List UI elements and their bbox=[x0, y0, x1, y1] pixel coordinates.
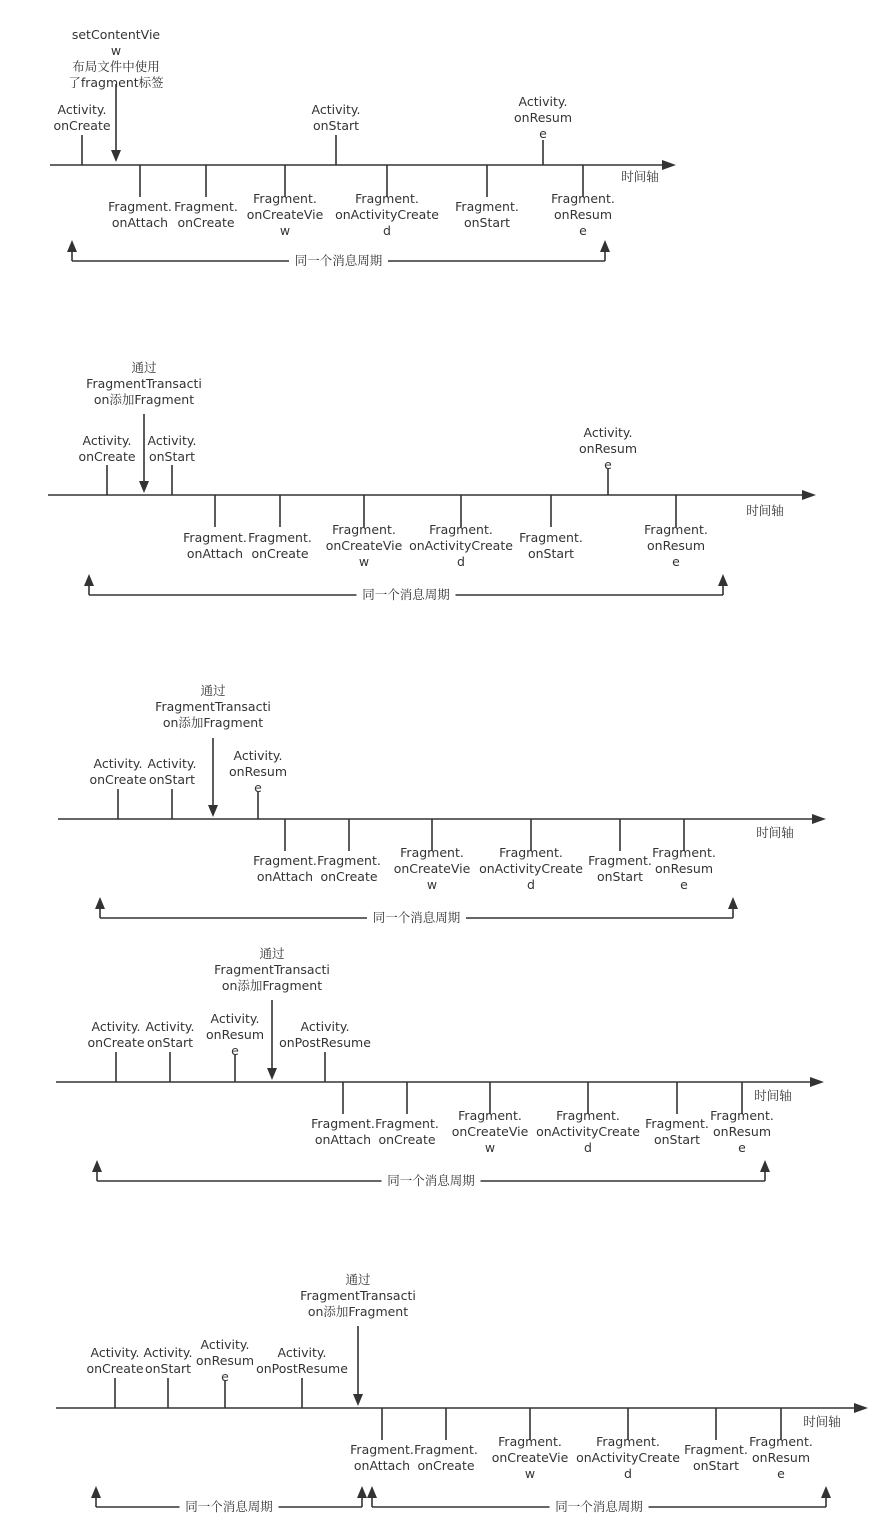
bracket-left-arrowhead bbox=[95, 897, 105, 909]
fragment-event-label-line: e bbox=[579, 223, 587, 238]
fragment-event-label bbox=[350, 1442, 414, 1473]
message-cycle-label: 同一个消息周期 bbox=[555, 1499, 643, 1514]
fragment-event-label bbox=[551, 191, 615, 238]
activity-event-label-line: Activity. bbox=[200, 1337, 250, 1352]
fragment-event-label-line: onCreateVie bbox=[393, 861, 471, 876]
time-axis-arrowhead bbox=[662, 160, 676, 170]
trigger-label bbox=[68, 27, 164, 90]
fragment-event-label-line: onCreate bbox=[320, 869, 378, 884]
trigger-label-line: FragmentTransacti bbox=[155, 699, 271, 714]
fragment-event-label bbox=[645, 1116, 709, 1147]
time-axis-label: 时间轴 bbox=[754, 1088, 792, 1103]
fragment-event-label-line: onActivityCreate bbox=[335, 207, 439, 222]
activity-event-label bbox=[146, 1019, 195, 1050]
activity-event-label-line: Activity. bbox=[82, 433, 132, 448]
activity-event-label-line: onCreate bbox=[87, 1035, 145, 1050]
activity-event-label-line: onPostResume bbox=[256, 1361, 348, 1376]
fragment-event-label-line: Fragment. bbox=[652, 845, 716, 860]
fragment-event-label-line: onStart bbox=[463, 215, 511, 230]
activity-event-label-line: onResum bbox=[579, 441, 637, 456]
activity-event-label-line: onStart bbox=[144, 1361, 192, 1376]
fragment-event-label-line: Fragment. bbox=[588, 853, 652, 868]
trigger-label-line: on添加Fragment bbox=[162, 715, 264, 730]
activity-event-label bbox=[256, 1345, 348, 1376]
fragment-event-label-line: d bbox=[457, 554, 465, 569]
bracket-right-arrowhead bbox=[357, 1486, 367, 1498]
activity-event-label-line: Activity. bbox=[300, 1019, 350, 1034]
fragment-event-label-line: Fragment. bbox=[644, 522, 708, 537]
fragment-event-label-line: e bbox=[738, 1140, 746, 1155]
fragment-event-label-line: Fragment. bbox=[400, 845, 464, 860]
activity-event-label-line: Activity. bbox=[145, 1019, 195, 1034]
fragment-event-label bbox=[183, 530, 247, 561]
fragment-event-label bbox=[479, 845, 583, 892]
fragment-event-label-line: Fragment. bbox=[455, 199, 519, 214]
fragment-event-label-line: onActivityCreate bbox=[479, 861, 583, 876]
fragment-event-label-line: e bbox=[777, 1466, 785, 1481]
trigger-label bbox=[214, 946, 330, 993]
fragment-event-label bbox=[536, 1108, 640, 1155]
trigger-label-line: 布局文件中使用 bbox=[72, 59, 160, 74]
fragment-event-label-line: Fragment. bbox=[253, 191, 317, 206]
fragment-event-label-line: w bbox=[426, 877, 438, 892]
activity-event-label bbox=[144, 1345, 193, 1376]
fragment-event-label bbox=[409, 522, 513, 569]
fragment-event-label-line: onCreate bbox=[378, 1132, 436, 1147]
fragment-event-label-line: Fragment. bbox=[519, 530, 583, 545]
timeline-case1 bbox=[50, 27, 676, 268]
fragment-event-label-line: Fragment. bbox=[253, 853, 317, 868]
activity-event-label bbox=[148, 433, 197, 464]
fragment-event-label bbox=[108, 199, 172, 230]
fragment-event-label-line: w bbox=[358, 554, 370, 569]
fragment-event-label-line: onActivityCreate bbox=[536, 1124, 640, 1139]
activity-event-label-line: Activity. bbox=[143, 1345, 193, 1360]
message-cycle-label: 同一个消息周期 bbox=[185, 1499, 273, 1514]
trigger-label bbox=[86, 360, 202, 407]
fragment-event-label-line: onAttach bbox=[111, 215, 169, 230]
timeline-case5 bbox=[56, 1272, 868, 1514]
trigger-arrowhead bbox=[267, 1068, 277, 1080]
activity-event-label-line: Activity. bbox=[91, 1019, 141, 1034]
fragment-event-label bbox=[174, 199, 238, 230]
bracket-left-arrowhead bbox=[91, 1486, 101, 1498]
time-axis-arrowhead bbox=[802, 490, 816, 500]
fragment-event-label-line: Fragment. bbox=[311, 1116, 375, 1131]
fragment-event-label bbox=[749, 1434, 813, 1481]
activity-event-label-line: onResum bbox=[196, 1353, 254, 1368]
fragment-event-label-line: onAttach bbox=[353, 1458, 411, 1473]
activity-event-label-line: onCreate bbox=[53, 118, 111, 133]
fragment-event-label-line: Fragment. bbox=[458, 1108, 522, 1123]
message-cycle-bracket bbox=[84, 574, 728, 602]
trigger-label-line: 通过 bbox=[131, 360, 157, 375]
message-cycle-label: 同一个消息周期 bbox=[362, 587, 450, 602]
message-cycle-bracket bbox=[67, 240, 610, 268]
fragment-event-label-line: Fragment. bbox=[499, 845, 563, 860]
bracket-left-arrowhead bbox=[92, 1160, 102, 1172]
time-axis-arrowhead bbox=[810, 1077, 824, 1087]
fragment-event-label-line: d bbox=[383, 223, 391, 238]
fragment-event-label-line: onResum bbox=[655, 861, 713, 876]
fragment-event-label-line: onStart bbox=[692, 1458, 740, 1473]
activity-event-label-line: onResum bbox=[514, 110, 572, 125]
bracket-left-arrowhead bbox=[84, 574, 94, 586]
fragment-event-label-line: onStart bbox=[596, 869, 644, 884]
fragment-event-label-line: Fragment. bbox=[183, 530, 247, 545]
activity-event-label-line: onCreate bbox=[86, 1361, 144, 1376]
time-axis-label: 时间轴 bbox=[803, 1414, 841, 1429]
fragment-event-label-line: Fragment. bbox=[498, 1434, 562, 1449]
fragment-event-label-line: Fragment. bbox=[317, 853, 381, 868]
trigger-label-line: on添加Fragment bbox=[93, 392, 195, 407]
fragment-event-label bbox=[576, 1434, 680, 1481]
activity-event-label-line: Activity. bbox=[147, 756, 197, 771]
fragment-event-label-line: Fragment. bbox=[108, 199, 172, 214]
fragment-event-label bbox=[375, 1116, 439, 1147]
fragment-event-label bbox=[652, 845, 716, 892]
fragment-event-label-line: Fragment. bbox=[174, 199, 238, 214]
fragment-event-label-line: onResum bbox=[752, 1450, 810, 1465]
trigger-label-line: 了fragment标签 bbox=[68, 75, 164, 90]
fragment-event-label-line: onResum bbox=[713, 1124, 771, 1139]
bracket-right-arrowhead bbox=[728, 897, 738, 909]
fragment-event-label bbox=[326, 522, 403, 569]
fragment-event-label bbox=[684, 1442, 748, 1473]
trigger-label-line: FragmentTransacti bbox=[300, 1288, 416, 1303]
fragment-event-label-line: Fragment. bbox=[749, 1434, 813, 1449]
fragment-event-label-line: onCreate bbox=[251, 546, 309, 561]
timeline-case4 bbox=[56, 946, 824, 1188]
message-cycle-label: 同一个消息周期 bbox=[294, 253, 383, 268]
activity-event-label-line: Activity. bbox=[147, 433, 197, 448]
message-cycle-bracket bbox=[91, 1486, 367, 1514]
activity-event-label bbox=[196, 1337, 254, 1384]
fragment-event-label bbox=[644, 522, 708, 569]
fragment-event-label-line: w bbox=[484, 1140, 496, 1155]
fragment-event-label-line: Fragment. bbox=[551, 191, 615, 206]
trigger-label bbox=[300, 1272, 416, 1319]
trigger-label-line: w bbox=[110, 43, 122, 58]
fragment-event-label bbox=[452, 1108, 529, 1155]
trigger-label-line: on添加Fragment bbox=[221, 978, 323, 993]
fragment-event-label-line: Fragment. bbox=[355, 191, 419, 206]
fragment-event-label-line: Fragment. bbox=[710, 1108, 774, 1123]
fragment-event-label-line: onActivityCreate bbox=[409, 538, 513, 553]
bracket-right-arrowhead bbox=[821, 1486, 831, 1498]
trigger-label-line: on添加Fragment bbox=[307, 1304, 409, 1319]
fragment-event-label-line: e bbox=[680, 877, 688, 892]
trigger-arrowhead bbox=[353, 1394, 363, 1406]
activity-event-label-line: e bbox=[231, 1043, 239, 1058]
fragment-event-label-line: d bbox=[527, 877, 535, 892]
activity-event-label-line: e bbox=[254, 780, 262, 795]
activity-event-label-line: Activity. bbox=[277, 1345, 327, 1360]
time-axis-arrowhead bbox=[812, 814, 826, 824]
activity-event-label bbox=[279, 1019, 371, 1050]
fragment-event-label-line: Fragment. bbox=[684, 1442, 748, 1457]
activity-event-label-line: onStart bbox=[146, 1035, 194, 1050]
activity-event-label-line: Activity. bbox=[57, 102, 107, 117]
trigger-label-line: 通过 bbox=[259, 946, 285, 961]
timeline-case2 bbox=[48, 360, 816, 602]
bracket-right-arrowhead bbox=[600, 240, 610, 252]
activity-event-label bbox=[312, 102, 361, 133]
activity-event-label-line: Activity. bbox=[311, 102, 361, 117]
fragment-event-label-line: Fragment. bbox=[645, 1116, 709, 1131]
activity-event-label-line: onStart bbox=[312, 118, 360, 133]
bracket-right-arrowhead bbox=[760, 1160, 770, 1172]
fragment-event-label bbox=[588, 853, 652, 884]
fragment-event-label bbox=[248, 530, 312, 561]
fragment-event-label-line: onStart bbox=[527, 546, 575, 561]
time-axis-arrowhead bbox=[854, 1403, 868, 1413]
trigger-label-line: FragmentTransacti bbox=[86, 376, 202, 391]
timeline-case3 bbox=[58, 683, 826, 925]
fragment-event-label bbox=[492, 1434, 569, 1481]
activity-event-label bbox=[148, 756, 197, 787]
time-axis-label: 时间轴 bbox=[756, 825, 794, 840]
activity-event-label-line: onStart bbox=[148, 449, 196, 464]
fragment-event-label-line: Fragment. bbox=[350, 1442, 414, 1457]
message-cycle-label: 同一个消息周期 bbox=[387, 1173, 475, 1188]
fragment-event-label bbox=[335, 191, 439, 238]
activity-event-label bbox=[514, 94, 572, 141]
activity-event-label bbox=[229, 748, 287, 795]
fragment-event-label-line: onCreateVie bbox=[325, 538, 403, 553]
trigger-arrowhead bbox=[139, 481, 149, 493]
time-axis-label: 时间轴 bbox=[621, 169, 659, 184]
trigger-arrowhead bbox=[208, 805, 218, 817]
fragment-event-label-line: w bbox=[524, 1466, 536, 1481]
time-axis-label: 时间轴 bbox=[746, 503, 784, 518]
message-cycle-bracket bbox=[95, 897, 738, 925]
fragment-event-label bbox=[394, 845, 471, 892]
activity-event-label bbox=[579, 425, 637, 472]
activity-event-label bbox=[86, 1345, 143, 1376]
fragment-event-label-line: onAttach bbox=[256, 869, 314, 884]
fragment-event-label-line: onCreate bbox=[417, 1458, 475, 1473]
fragment-event-label bbox=[253, 853, 317, 884]
activity-event-label-line: Activity. bbox=[518, 94, 568, 109]
activity-event-label-line: Activity. bbox=[233, 748, 283, 763]
fragment-event-label bbox=[317, 853, 381, 884]
fragment-event-label-line: onCreateVie bbox=[451, 1124, 529, 1139]
activity-event-label-line: onCreate bbox=[78, 449, 136, 464]
activity-event-label-line: Activity. bbox=[90, 1345, 140, 1360]
fragment-event-label-line: onAttach bbox=[186, 546, 244, 561]
fragment-event-label-line: Fragment. bbox=[248, 530, 312, 545]
activity-event-label bbox=[206, 1011, 264, 1058]
fragment-event-label bbox=[455, 199, 519, 230]
activity-event-label-line: e bbox=[539, 126, 547, 141]
activity-event-label bbox=[87, 1019, 144, 1050]
trigger-label-line: 通过 bbox=[200, 683, 226, 698]
message-cycle-bracket bbox=[92, 1160, 770, 1188]
fragment-event-label-line: onCreateVie bbox=[491, 1450, 569, 1465]
activity-event-label-line: Activity. bbox=[583, 425, 633, 440]
activity-event-label-line: e bbox=[604, 457, 612, 472]
fragment-event-label-line: d bbox=[584, 1140, 592, 1155]
trigger-arrowhead bbox=[111, 150, 121, 162]
fragment-event-label-line: d bbox=[624, 1466, 632, 1481]
trigger-label-line: 通过 bbox=[345, 1272, 371, 1287]
fragment-event-label-line: onStart bbox=[653, 1132, 701, 1147]
activity-event-label-line: onPostResume bbox=[279, 1035, 371, 1050]
fragment-event-label-line: Fragment. bbox=[556, 1108, 620, 1123]
activity-event-label-line: Activity. bbox=[93, 756, 143, 771]
bracket-left-arrowhead bbox=[67, 240, 77, 252]
activity-event-label-line: onResum bbox=[229, 764, 287, 779]
trigger-label-line: setContentVie bbox=[71, 27, 161, 42]
trigger-label bbox=[155, 683, 271, 730]
activity-event-label-line: onStart bbox=[148, 772, 196, 787]
fragment-event-label-line: onActivityCreate bbox=[576, 1450, 680, 1465]
activity-event-label bbox=[53, 102, 110, 133]
fragment-event-label bbox=[710, 1108, 774, 1155]
fragment-event-label-line: Fragment. bbox=[375, 1116, 439, 1131]
bracket-left-arrowhead bbox=[367, 1486, 377, 1498]
activity-event-label-line: e bbox=[221, 1369, 229, 1384]
fragment-event-label-line: onCreate bbox=[177, 215, 235, 230]
activity-event-label-line: Activity. bbox=[210, 1011, 260, 1026]
fragment-event-label-line: w bbox=[279, 223, 291, 238]
activity-event-label-line: onResum bbox=[206, 1027, 264, 1042]
fragment-event-label-line: onAttach bbox=[314, 1132, 372, 1147]
fragment-event-label-line: Fragment. bbox=[596, 1434, 660, 1449]
fragment-event-label-line: Fragment. bbox=[414, 1442, 478, 1457]
message-cycle-label: 同一个消息周期 bbox=[372, 910, 461, 925]
message-cycle-bracket bbox=[367, 1486, 831, 1514]
activity-event-label-line: onCreate bbox=[89, 772, 147, 787]
activity-event-label bbox=[89, 756, 146, 787]
fragment-event-label-line: e bbox=[672, 554, 680, 569]
fragment-event-label bbox=[414, 1442, 478, 1473]
bracket-right-arrowhead bbox=[718, 574, 728, 586]
activity-event-label bbox=[78, 433, 135, 464]
fragment-event-label-line: onResum bbox=[647, 538, 705, 553]
fragment-event-label-line: Fragment. bbox=[332, 522, 396, 537]
fragment-event-label-line: onCreateVie bbox=[246, 207, 324, 222]
fragment-event-label bbox=[519, 530, 583, 561]
trigger-label-line: FragmentTransacti bbox=[214, 962, 330, 977]
fragment-event-label bbox=[247, 191, 324, 238]
fragment-event-label bbox=[311, 1116, 375, 1147]
fragment-event-label-line: onResum bbox=[554, 207, 612, 222]
fragment-event-label-line: Fragment. bbox=[429, 522, 493, 537]
